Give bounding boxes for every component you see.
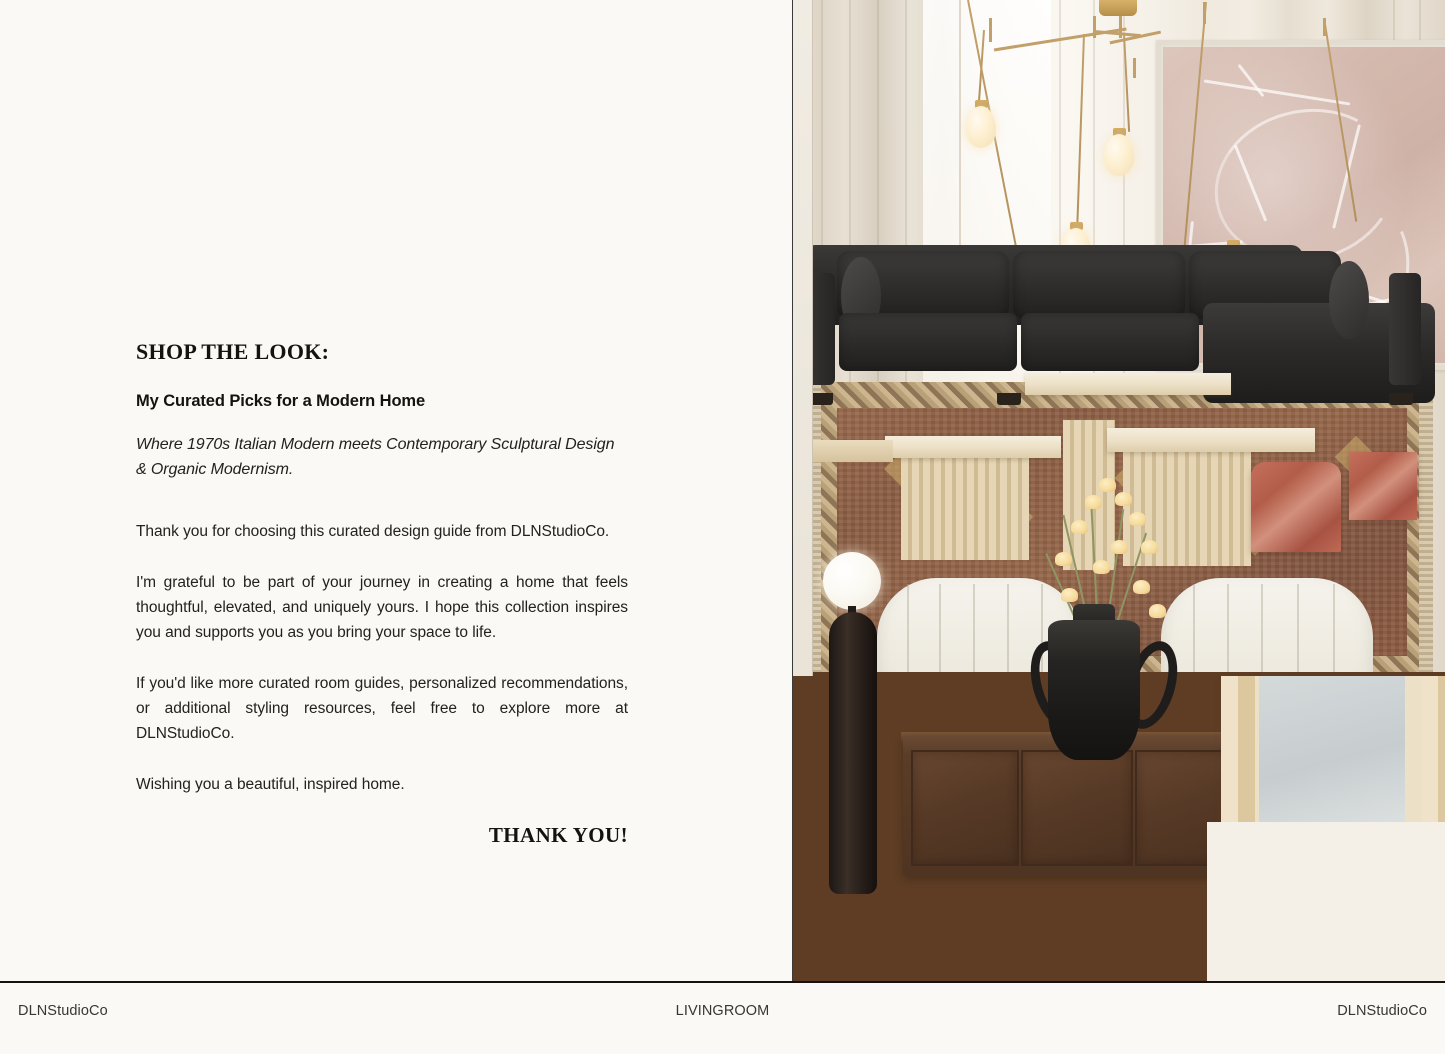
sofa-seat-cushion [839,313,1017,371]
paragraph-grateful: I'm grateful to be part of your journey in creating a home that feels thoughtful, elevated, and uniquely yours. I hope this collection inspires you and supports you as you bring your space to life. [136,573,628,641]
chandelier-arm [989,18,992,42]
paragraph-more-guides: If you'd like more curated room guides, personalized recommendations, or additional styling resources, feel free to explore more at DLNStudioCo. [136,674,628,743]
flower-bloom [1071,520,1088,534]
footer-brand-left: DLNStudioCo [18,1003,108,1019]
sofa-bolster-right [1329,261,1369,339]
flower-bloom [1085,495,1102,509]
sideboard-door [1021,750,1133,866]
subtitle: My Curated Picks for a Modern Home [136,392,426,411]
spacer [136,797,628,823]
red-marble-block [1349,452,1417,520]
chandelier-arm [1119,16,1122,38]
travertine-table-top [885,436,1061,458]
sofa-seat-cushion [1021,313,1199,371]
spacer [136,746,628,772]
mood-board-image [793,0,1445,981]
pendant-bulb [1104,134,1134,176]
flower-bloom [1133,580,1150,594]
flower-bloom [1099,478,1116,492]
paragraph-wishing: Wishing you a beautiful, inspired home. [136,776,405,794]
flower-bloom [1129,512,1146,526]
floor-lamp-globe [823,552,881,610]
red-marble-block [1251,462,1341,552]
spacer [136,645,628,671]
black-urn-vase [1048,620,1140,760]
sofa-back-cushion [1013,251,1185,319]
footer-room-label: LIVINGROOM [675,1003,770,1019]
flower-bloom [1111,540,1128,554]
chandelier-arm [1133,58,1136,78]
sofa-leg [997,393,1021,405]
chandelier-arm [1093,16,1096,38]
mirror-mat [1207,822,1445,981]
spacer [136,483,628,519]
footer-brand-right: DLNStudioCo [1337,1003,1427,1019]
shop-the-look-text-block [136,340,628,848]
floor-lamp-body [829,612,877,894]
closing-thank-you: THANK YOU! [488,823,628,848]
tagline: Where 1970s Italian Modern meets Contemporary Sculptural Design & Organic Modernism. [136,435,615,479]
page-title: SHOP THE LOOK: [136,339,330,364]
travertine-table-top [1107,428,1315,452]
collage-left-strip [793,0,813,676]
flower-bloom [1141,540,1158,554]
travertine-table-base [901,452,1029,560]
chandelier-ceiling-plate [1099,0,1137,16]
flower-bloom [1093,560,1110,574]
pendant-bulb [966,106,996,148]
collage-left-strip-edge [812,0,813,676]
rug-fringe [1419,382,1433,682]
spacer [136,544,628,570]
flower-bloom [1061,588,1078,602]
sofa-leg [1389,393,1413,405]
paragraph-thank-you: Thank you for choosing this curated design guide from DLNStudioCo. [136,522,610,540]
sideboard-door [911,750,1019,866]
flower-bloom [1149,604,1166,618]
sofa-arm-right [1389,273,1421,385]
travertine-table-top [1025,373,1231,395]
flower-bloom [1115,492,1132,506]
flower-bloom [1055,552,1072,566]
